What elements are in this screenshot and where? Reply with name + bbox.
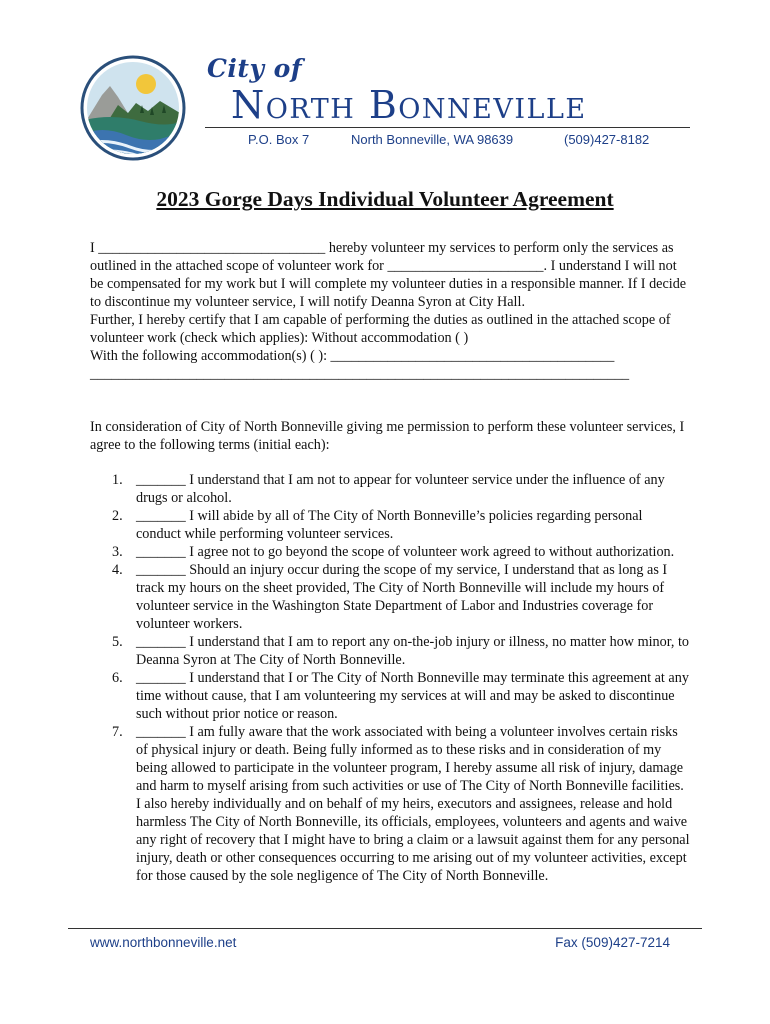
city-name-title: North Bonneville <box>231 83 587 127</box>
term-item: 1. _______ I understand that I am not to appear for volunteer service under the influence of any drugs or alcohol. <box>112 472 665 506</box>
website-link[interactable]: www.northbonneville.net <box>90 935 237 950</box>
footer-divider <box>68 928 702 929</box>
intro-paragraph-certify: Further, I hereby certify that I am capable of performing the duties as outlined in the attached scope of volunteer work (check which applies): Without accommodation ( ) <box>90 312 671 346</box>
term-item: 2. _______ I will abide by all of The City of North Bonneville’s policies regarding personal conduct while performing volunteer services. <box>112 508 643 542</box>
term-item: 3. _______ I agree not to go beyond the scope of volunteer work agreed to without authorization. <box>112 544 675 560</box>
consideration-paragraph: In consideration of City of North Bonneville giving me permission to perform these volunteer services, I agree to the following terms (initial each): <box>90 419 685 453</box>
city-of-label: City of <box>207 54 303 83</box>
intro-paragraph-volunteer: I ________________________________ hereby volunteer my services to perform only the services as outlined in the attached scope of volunteer work for ______________________. I understand I will not be compensated for my work but I will complete my volunteer duties in a responsible manner. If I decide to discontinue my volunteer service, I will notify Deanna Syron at City Hall. <box>90 240 687 310</box>
term-item: 6. _______ I understand that I or The City of North Bonneville may terminate this agreement at any time without cause, that I am volunteering my services at will and may be asked to discontinue such without prior notice or reason. <box>112 670 689 722</box>
term-item: 4. _______ Should an injury occur during the scope of my service, I understand that as long as I track my hours on the sheet provided, The City of North Bonneville will include my hours of volunteer service in the Washington State Department of Labor and Industries coverage for volunteer workers. <box>112 562 668 632</box>
term-item: 7. _______ I am fully aware that the work associated with being a volunteer involves certain risks of physical injury or death. Being fully informed as to these risks and in consideration of my being allowed to participate in the volunteer program, I hereby assume all risk of injury, damage and harm to myself arising from such activities or use of The City of North Bonneville facilities. I also hereby individually and on behalf of my heirs, executors and assignees, release and hold harmless The City of North Bonneville, its officials, employees, volunteers and agents and waive any right of recovery that I might have to bring a claim or a lawsuit against them for any personal injury, death or other consequences occurring to me arising out of my volunteer activities, except for those caused by the sole negligence of The City of North Bonneville. <box>112 724 690 884</box>
intro-section <box>90 239 690 383</box>
term-item: 5. _______ I understand that I am to report any on-the-job injury or illness, no matter how minor, to Deanna Syron at The City of North Bonneville. <box>112 634 690 668</box>
phone-number: (509)427-8182 <box>564 132 650 147</box>
city-state-zip: North Bonneville, WA 98639 <box>351 132 514 147</box>
po-box: P.O. Box 7 <box>248 132 310 147</box>
city-seal-logo <box>80 55 186 161</box>
document-title: 2023 Gorge Days Individual Volunteer Agreement <box>156 187 614 211</box>
terms-list <box>90 471 690 885</box>
intro-paragraph-accommodation: With the following accommodation(s) ( ): ________________________________________ ____________________________________________________________________________ <box>90 348 630 382</box>
fax-number: Fax (509)427-7214 <box>555 935 670 950</box>
header-divider <box>205 127 690 128</box>
